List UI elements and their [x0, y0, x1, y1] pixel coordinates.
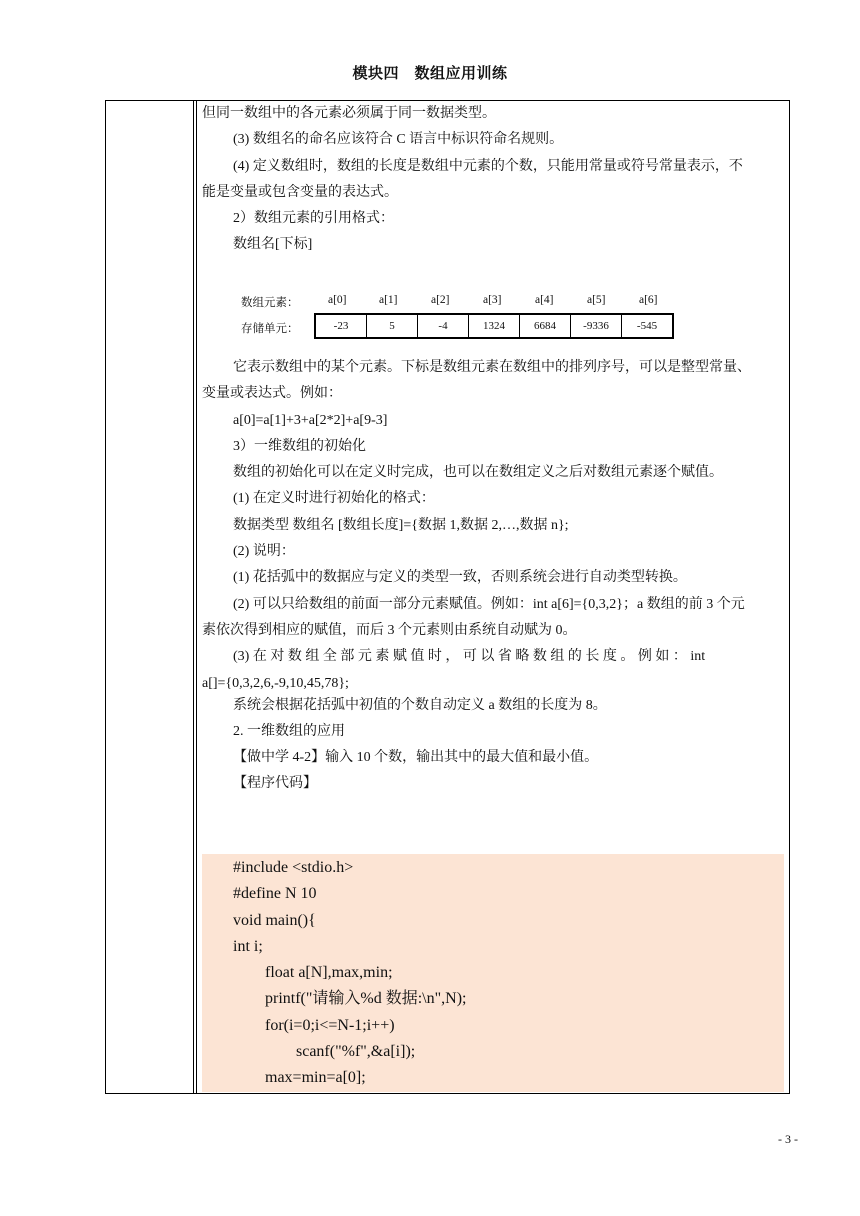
- row-label-elements: 数组元素：: [241, 297, 299, 309]
- code-line: for(i=0;i<=N-1;i++): [265, 1016, 395, 1034]
- exercise-title: 【做中学 4-2】输入 10 个数，输出其中的最大值和最小值。: [233, 750, 599, 766]
- storage-cell: -545: [636, 320, 658, 332]
- row-label-storage: 存储单元：: [241, 323, 299, 335]
- code-line: #include <stdio.h>: [233, 859, 354, 876]
- storage-cell: -23: [316, 315, 367, 337]
- paragraph: 数据类型 数组名 [数组长度]={数据 1,数据 2,…,数据 n};: [233, 517, 569, 533]
- storage-cell: -9336: [571, 315, 622, 337]
- section-heading: 3）一维数组的初始化: [233, 438, 366, 454]
- paragraph: 但同一数组中的各元素必须属于同一数据类型。: [202, 106, 496, 121]
- code-line: scanf("%f",&a[i]);: [296, 1043, 416, 1061]
- storage-cell: 1324: [469, 315, 520, 337]
- code-line: printf("请输入%d 数据:\n",N);: [265, 990, 467, 1008]
- index-label: a[4]: [535, 294, 554, 306]
- storage-cell: 6684: [520, 315, 571, 337]
- paragraph: 数组名[下标]: [233, 237, 313, 253]
- code-example: a[0]=a[1]+3+a[2*2]+a[9-3]: [233, 412, 388, 428]
- paragraph: 2）数组元素的引用格式：: [233, 211, 394, 227]
- paragraph: (1) 花括弧中的数据应与定义的类型一致，否则系统会进行自动类型转换。: [233, 570, 687, 586]
- section-heading: 2. 一维数组的应用: [233, 723, 345, 739]
- paragraph: (1) 在定义时进行初始化的格式：: [233, 491, 435, 507]
- page-number: - 3 -: [778, 1132, 798, 1146]
- paragraph: 素依次得到相应的赋值，而后 3 个元素则由系统自动赋为 0。: [202, 622, 577, 638]
- code-line: #define N 10: [233, 885, 317, 903]
- index-label: a[6]: [639, 294, 658, 306]
- paragraph: (2) 可以只给数组的前面一部分元素赋值。例如：int a[6]={0,3,2}；a 数组的前 3 个元: [233, 596, 745, 612]
- paragraph: 能是变量或包含变量的表达式。: [202, 184, 398, 200]
- index-label: a[1]: [379, 294, 398, 306]
- paragraph: (3) 在 对 数 组 全 部 元 素 赋 值 时 ， 可 以 省 略 数 组 的 长 度 。 例 如 ： int: [233, 649, 706, 665]
- index-label: a[3]: [483, 294, 502, 306]
- main-text-continued: [202, 358, 784, 801]
- paragraph: (2) 说明：: [233, 544, 295, 560]
- code-line: int i;: [233, 937, 263, 955]
- page-title: 模块四 数组应用训练: [352, 64, 508, 82]
- paragraph: (3) 数组名的命名应该符合 C 语言中标识符命名规则。: [233, 132, 564, 148]
- column-divider: [193, 100, 194, 1094]
- index-label: a[5]: [587, 294, 606, 306]
- paragraph: (4) 定义数组时，数组的长度是数组中元素的个数，只能用常量或符号常量表示，不: [233, 158, 743, 174]
- index-label: a[2]: [431, 294, 450, 306]
- paragraph: a[]={0,3,2,6,-9,10,45,78};: [202, 675, 349, 691]
- paragraph: 变量或表达式。例如：: [202, 386, 342, 402]
- column-divider-inner: [196, 100, 197, 1094]
- code-heading: 【程序代码】: [233, 776, 317, 792]
- index-label: a[0]: [328, 294, 347, 306]
- paragraph: 数组的初始化可以在定义时完成，也可以在数组定义之后对数组元素逐个赋值。: [233, 465, 723, 481]
- storage-cell: 5: [367, 315, 418, 337]
- code-block: [202, 854, 784, 1092]
- code-line: void main(){: [233, 911, 316, 929]
- paragraph: 系统会根据花括弧中初值的个数自动定义 a 数组的长度为 8。: [233, 697, 607, 713]
- code-line: float a[N],max,min;: [265, 964, 393, 982]
- main-text: [202, 104, 784, 262]
- paragraph: 它表示数组中的某个元素。下标是数组元素在数组中的排列序号，可以是整型常量、: [233, 360, 751, 375]
- storage-cells: [314, 313, 674, 339]
- storage-cell: -4: [418, 315, 469, 337]
- code-line: max=min=a[0];: [265, 1069, 366, 1087]
